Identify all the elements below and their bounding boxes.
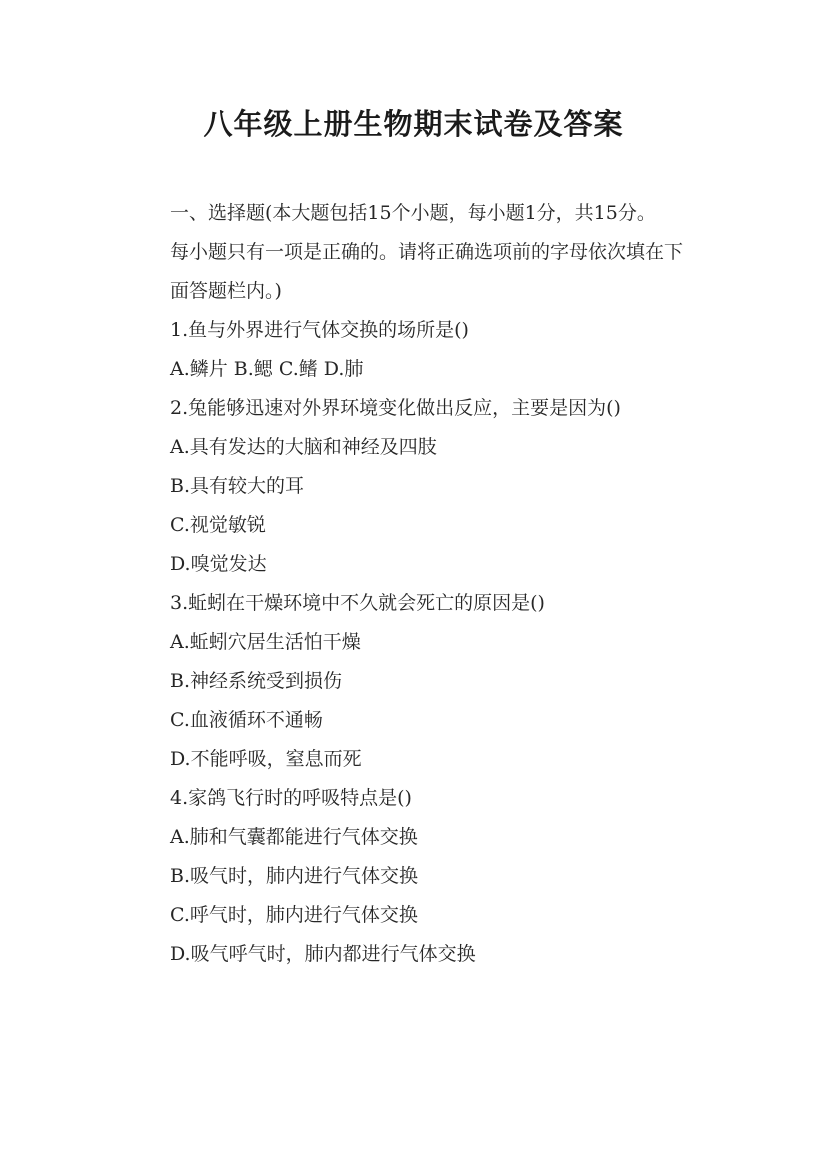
question-2: 2.兔能够迅速对外界环境变化做出反应，主要是因为() — [170, 397, 621, 419]
section-heading-line-2: 每小题只有一项是正确的。请将正确选项前的字母依次填在下 — [170, 241, 684, 263]
question-4-option-c: C.呼气时，肺内进行气体交换 — [170, 904, 418, 926]
question-2-option-c: C.视觉敏锐 — [170, 514, 266, 536]
section-heading-line-3: 面答题栏内。) — [170, 280, 282, 302]
question-2-option-b: B.具有较大的耳 — [170, 475, 305, 497]
document-body — [126, 194, 716, 974]
question-3-option-b: B.神经系统受到损伤 — [170, 670, 343, 692]
question-3-option-a: A.蚯蚓穴居生活怕干燥 — [170, 631, 361, 653]
question-4: 4.家鸽飞行时的呼吸特点是() — [170, 787, 412, 809]
section-heading-line-1: 一、选择题(本大题包括15个小题，每小题1分，共15分。 — [170, 202, 656, 224]
question-4-option-d: D.吸气呼气时，肺内都进行气体交换 — [170, 943, 476, 965]
document-title: 八年级上册生物期末试卷及答案 — [203, 107, 624, 141]
question-1-options: A.鳞片 B.鳃 C.鳍 D.肺 — [170, 358, 364, 380]
question-2-option-d: D.嗅觉发达 — [170, 553, 267, 575]
question-3-option-d: D.不能呼吸，窒息而死 — [170, 748, 362, 770]
question-2-option-a: A.具有发达的大脑和神经及四肢 — [170, 436, 437, 458]
question-3: 3.蚯蚓在干燥环境中不久就会死亡的原因是() — [170, 592, 545, 614]
question-3-option-c: C.血液循环不通畅 — [170, 709, 323, 731]
question-1: 1.鱼与外界进行气体交换的场所是() — [170, 319, 469, 341]
question-4-option-a: A.肺和气囊都能进行气体交换 — [170, 826, 418, 848]
question-4-option-b: B.吸气时，肺内进行气体交换 — [170, 865, 419, 887]
